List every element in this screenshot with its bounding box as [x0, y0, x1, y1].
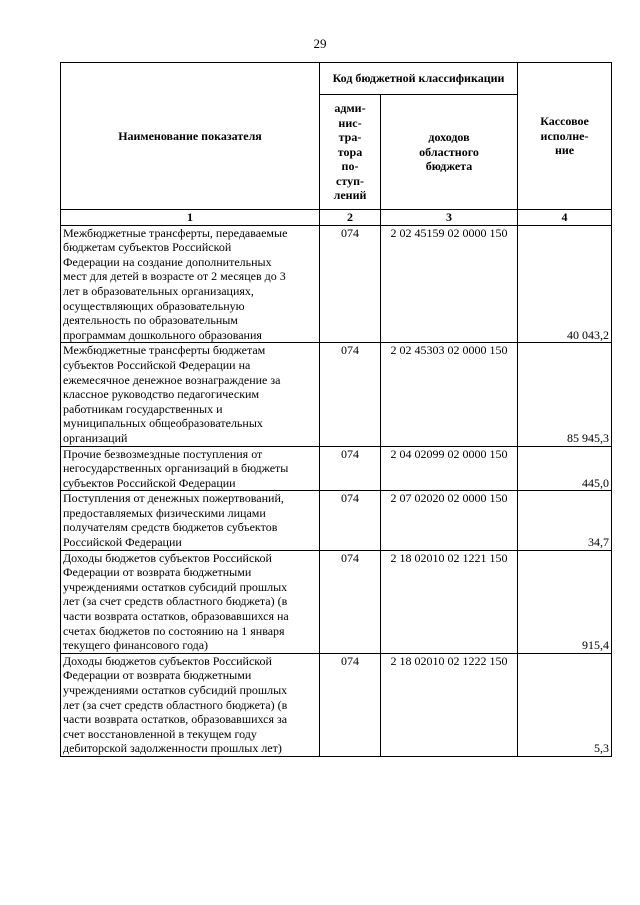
table-row [61, 653, 612, 756]
admin-code-cell: 074 [320, 343, 381, 446]
income-code-cell: 2 02 45303 02 0000 150 [381, 343, 518, 446]
indicator-name-line: Федерации на создание дополнительных [63, 254, 272, 269]
header-indicator-name: Наименование показателя [61, 63, 320, 210]
header-admin-line: по- [341, 159, 359, 174]
column-number-3: 3 [381, 210, 518, 226]
header-income-line: бюджета [425, 159, 473, 174]
income-code-cell: 2 04 02099 02 0000 150 [381, 446, 518, 491]
column-number-2: 2 [320, 210, 381, 226]
column-number-4: 4 [518, 210, 612, 226]
indicator-name-line: мест для детей в возрасте от 2 месяцев до 3 [63, 269, 286, 284]
indicator-name-cell [61, 446, 320, 491]
indicator-name-line: текущего финансового года) [63, 638, 209, 653]
admin-code-cell: 074 [320, 225, 381, 343]
table-row [61, 491, 612, 550]
indicator-name-line: учреждениями остатков субсидий прошлых [63, 683, 288, 697]
header-admin-line: адми- [334, 100, 366, 115]
indicator-name-line: получателям средств бюджетов субъектов [63, 520, 278, 535]
indicator-name-line: Российской Федерации [63, 535, 182, 550]
header-admin-line: лений [333, 188, 367, 203]
indicator-name-line: программам дошкольного образования [63, 327, 262, 342]
header-admin-code [320, 95, 381, 210]
cash-execution-cell: 85 945,3 [518, 343, 612, 446]
header-budget-code-group: Код бюджетной классификации [320, 63, 518, 95]
header-income-line: областного [419, 144, 479, 159]
indicator-name-line: бюджетам субъектов Российской [63, 240, 232, 255]
admin-code-cell: 074 [320, 491, 381, 550]
header-admin-line: нис- [338, 115, 362, 130]
header-cash-execution [518, 63, 612, 210]
indicator-name-line: Доходы бюджетов субъектов Российской [63, 550, 272, 565]
cash-execution-cell: 40 043,2 [518, 225, 612, 343]
indicator-name-line: ежемесячное денежное вознаграждение за [63, 372, 281, 387]
cash-execution-cell: 34,7 [518, 491, 612, 550]
income-code-cell: 2 18 02010 02 1222 150 [381, 653, 518, 756]
page-number: 29 [313, 36, 327, 51]
header-cash-line: Кассовое [540, 114, 589, 129]
table-row [61, 550, 612, 653]
admin-code-cell: 074 [320, 653, 381, 756]
cash-execution-cell: 5,3 [518, 653, 612, 756]
income-code-cell: 2 02 45159 02 0000 150 [381, 225, 518, 343]
cash-execution-cell: 915,4 [518, 550, 612, 653]
indicator-name-line: части возврата остатков, образовавшихся за [63, 712, 288, 727]
indicator-name-line: субъектов Российской Федерации на [63, 357, 251, 372]
indicator-name-line: учреждениями остатков субсидий прошлых [63, 579, 288, 594]
indicator-name-line: счет восстановленной в текущем году [63, 726, 257, 741]
indicator-name-line: субъектов Российской Федерации [63, 475, 236, 490]
header-cash-line: исполне- [540, 128, 589, 143]
column-number-1: 1 [61, 210, 320, 226]
header-income-line: доходов [428, 130, 470, 145]
header-admin-line: тра- [338, 130, 362, 145]
indicator-name-line: организаций [63, 430, 128, 445]
indicator-name-line: лет (за счет средств областного бюджета) (в [63, 697, 288, 712]
indicator-name-cell [61, 225, 320, 343]
indicator-name-cell [61, 550, 320, 653]
admin-code-cell: 074 [320, 446, 381, 491]
income-code-cell: 2 18 02010 02 1221 150 [381, 550, 518, 653]
indicator-name-line: лет (за счет средств областного бюджета) (в [63, 594, 288, 609]
indicator-name-cell [61, 653, 320, 756]
income-code-cell: 2 07 02020 02 0000 150 [381, 491, 518, 550]
indicator-name-line: Межбюджетные трансферты, передаваемые [63, 225, 288, 240]
indicator-name-line: классное руководство педагогическим [63, 387, 260, 402]
indicator-name-line: предоставляемых физическими лицами [63, 505, 266, 520]
header-row-1 [61, 63, 612, 95]
header-cash-line: ние [554, 143, 575, 158]
indicator-name-cell [61, 343, 320, 446]
table-row [61, 343, 612, 446]
indicator-name-line: Федерации от возврата бюджетными [63, 668, 252, 683]
indicator-name-line: Межбюджетные трансферты бюджетам [63, 343, 266, 358]
indicator-name-line: деятельность по образовательным [63, 313, 238, 328]
indicator-name-line: муниципальных общеобразовательных [63, 416, 263, 431]
admin-code-cell: 074 [320, 550, 381, 653]
indicator-name-line: части возврата остатков, образовавшихся на [63, 609, 289, 624]
indicator-name-line: негосударственных организаций в бюджеты [63, 461, 289, 476]
table-row [61, 446, 612, 491]
indicator-name-line: работникам государственных и [63, 401, 223, 416]
cash-execution-cell: 445,0 [518, 446, 612, 491]
budget-revenue-table [60, 62, 612, 757]
indicator-name-line: лет в образовательных организациях, [63, 283, 254, 298]
indicator-name-line: Поступления от денежных пожертвований, [63, 491, 284, 506]
indicator-name-line: осуществляющих образовательную [63, 298, 245, 313]
indicator-name-line: Доходы бюджетов субъектов Российской [63, 653, 272, 668]
indicator-name-cell [61, 491, 320, 550]
indicator-name-line: счетах бюджетов по состоянию на 1 января [63, 623, 285, 638]
column-numbers-row [61, 210, 612, 226]
indicator-name-line: Федерации от возврата бюджетными [63, 565, 252, 580]
header-admin-line: тора [337, 144, 363, 159]
indicator-name-line: дебиторской задолженности прошлых лет) [63, 741, 282, 756]
header-admin-line: ступ- [336, 173, 364, 188]
table-row [61, 225, 612, 343]
header-income-code [381, 95, 518, 210]
indicator-name-line: Прочие безвозмездные поступления от [63, 446, 263, 461]
